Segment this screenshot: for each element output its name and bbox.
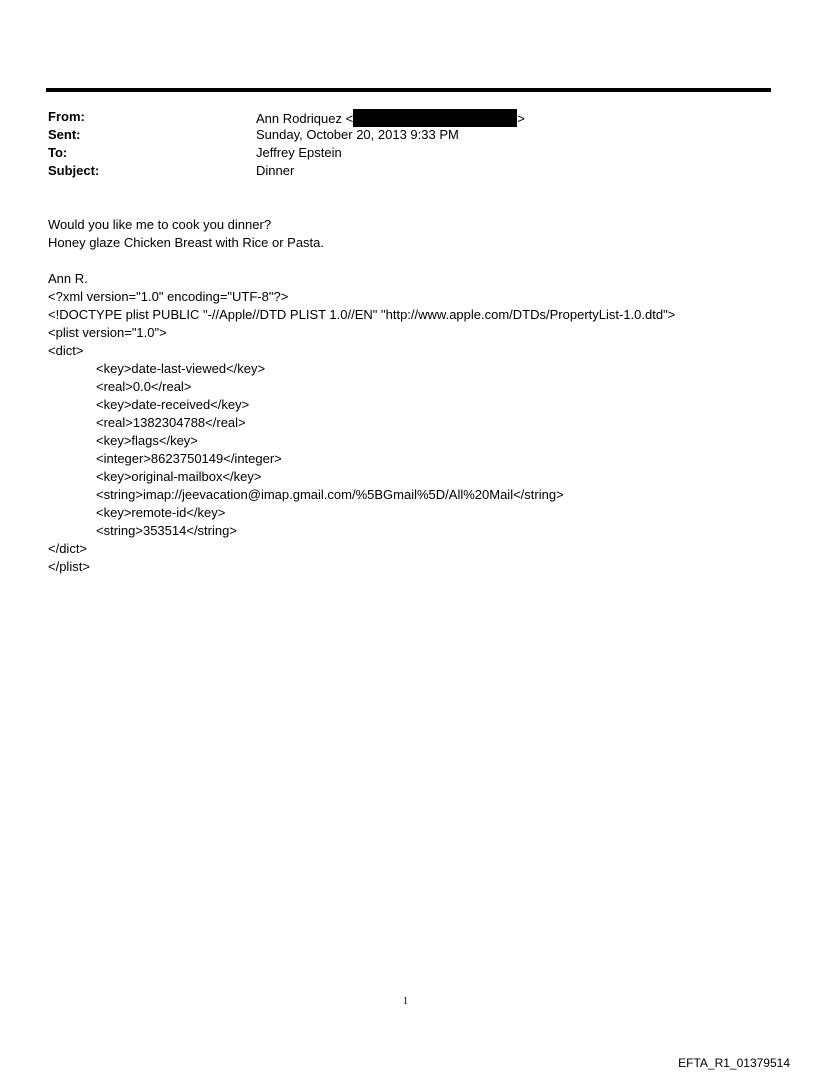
- page-number: 1: [403, 996, 408, 1007]
- plist-entry: <real>1382304788</real>: [96, 415, 246, 430]
- plist-entry: <real>0.0</real>: [96, 379, 192, 394]
- signature: Ann R.: [48, 271, 88, 286]
- document-id: EFTA_R1_01379514: [678, 1056, 790, 1070]
- plist-entry: <key>flags</key>: [96, 433, 198, 448]
- sent-label: Sent:: [48, 127, 81, 142]
- plist-entry: <integer>8623750149</integer>: [96, 451, 282, 466]
- dict-open-tag: <dict>: [48, 343, 84, 358]
- plist-entry: <key>remote-id</key>: [96, 505, 226, 520]
- plist-entry: <string>imap://jeevacation@imap.gmail.com/%5BGmail%5D/All%20Mail</string>: [96, 487, 564, 502]
- from-suffix: >: [517, 111, 525, 126]
- plist-entry: <string>353514</string>: [96, 523, 237, 538]
- plist-entry: <key>date-received</key>: [96, 397, 250, 412]
- xml-declaration: <?xml version="1.0" encoding="UTF-8"?>: [48, 289, 289, 304]
- plist-entry: <key>date-last-viewed</key>: [96, 361, 266, 376]
- from-label: From:: [48, 109, 85, 124]
- body-line-2: Honey glaze Chicken Breast with Rice or Pasta.: [48, 235, 325, 250]
- to-label: To:: [48, 145, 68, 160]
- plist-open-tag: <plist version="1.0">: [48, 325, 167, 340]
- doctype-line: <!DOCTYPE plist PUBLIC "-//Apple//DTD PLIST 1.0//EN" "http://www.apple.com/DTDs/PropertyList-1.0.dtd">: [48, 307, 676, 322]
- subject-value: Dinner: [256, 163, 295, 178]
- body-line-1: Would you like me to cook you dinner?: [48, 217, 272, 232]
- redaction-block: [353, 109, 517, 127]
- dict-close-tag: </dict>: [48, 541, 88, 556]
- from-name: Ann Rodriquez <: [256, 111, 354, 126]
- subject-label: Subject:: [48, 163, 100, 178]
- sent-value: Sunday, October 20, 2013 9:33 PM: [256, 127, 459, 142]
- plist-entry: <key>original-mailbox</key>: [96, 469, 262, 484]
- to-value: Jeffrey Epstein: [256, 145, 342, 160]
- from-value: [256, 109, 525, 127]
- header-divider-rule: [46, 88, 771, 92]
- plist-close-tag: </plist>: [48, 559, 90, 574]
